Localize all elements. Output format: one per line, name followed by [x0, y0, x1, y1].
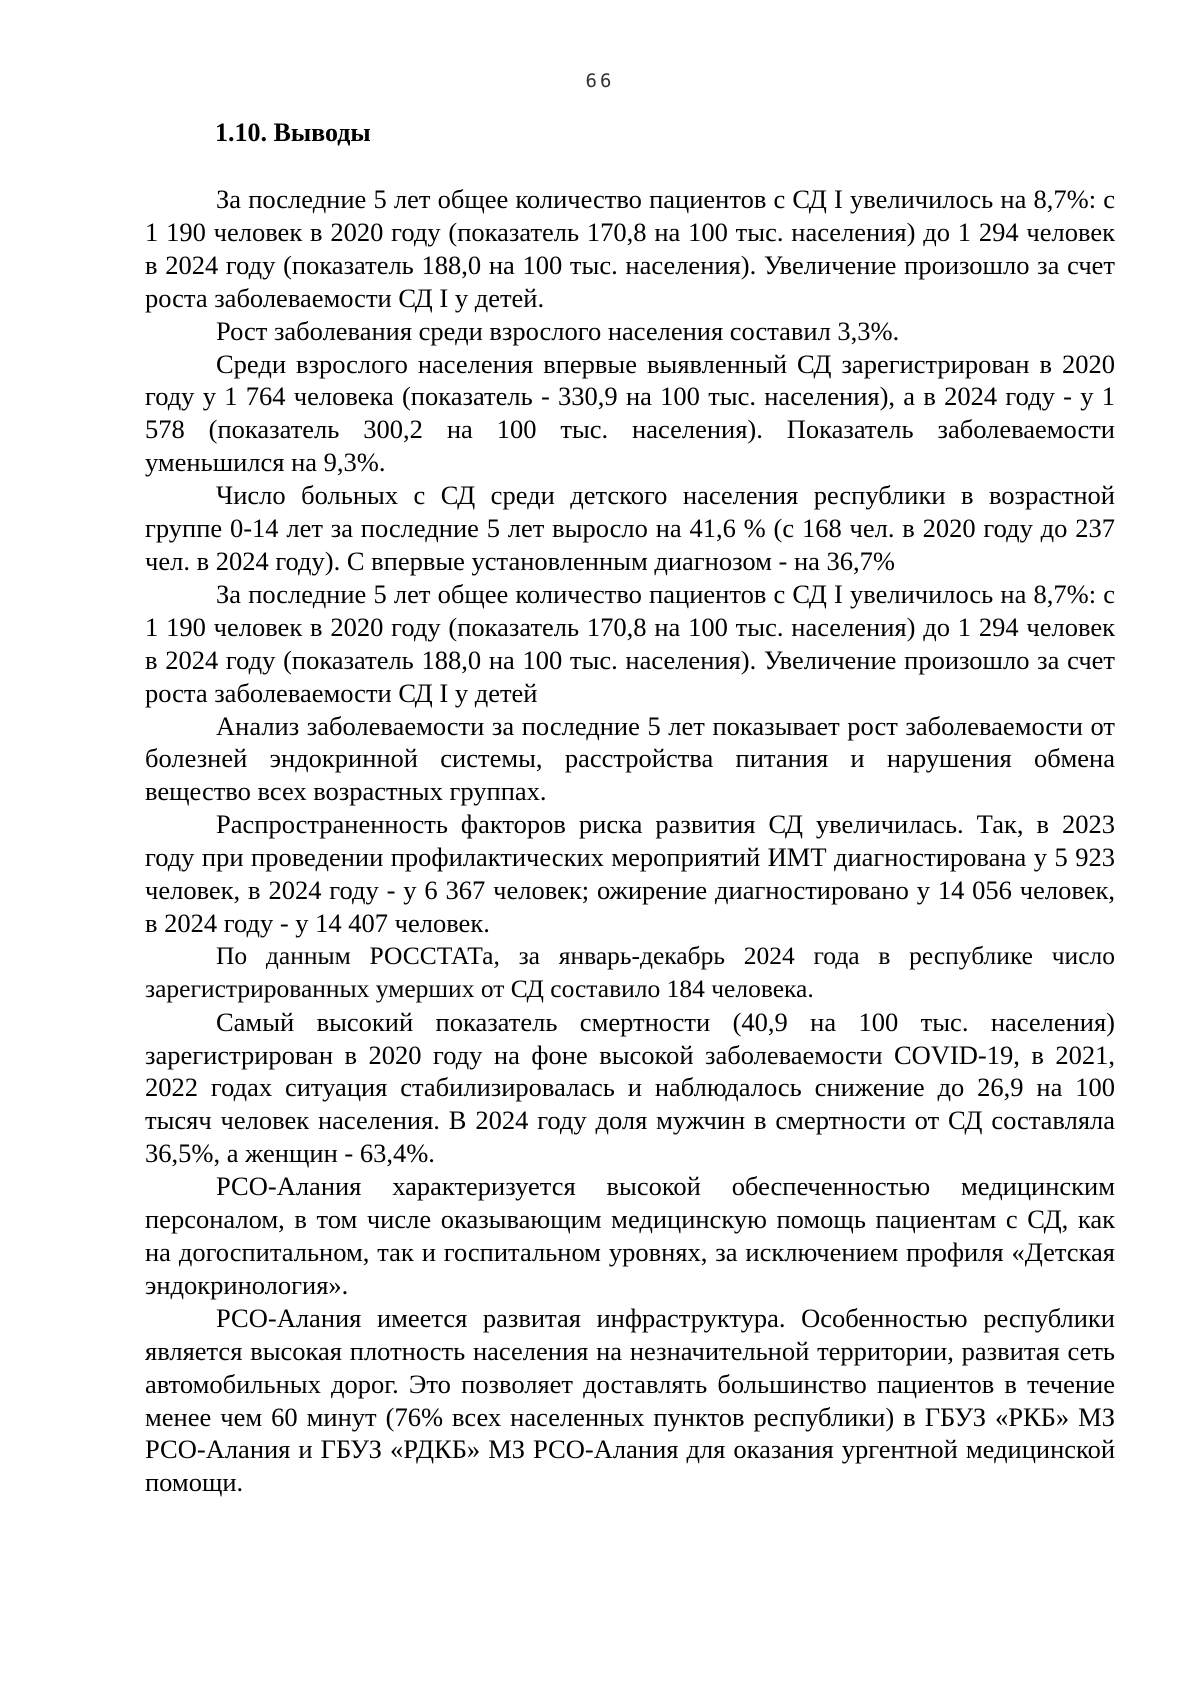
paragraph-risk-factors: Распространенность факторов риска развития СД увеличилась. Так, в 2023 году при проведении профилактических мероприятий ИМТ диагностирована у 5 923 человек, в 2024 году - у 6 367 человек; ожирение диагностировано у 14 056 человек, в 2024 году - у 14 407 человек.: [145, 809, 1115, 938]
paragraph-rosstat-deaths: По данным РОССТАТа, за январь-декабрь 2024 года в республике число зарегистрированных умерших от СД составило 184 человека.: [145, 940, 1115, 1003]
paragraph-adult-new-cases: Среди взрослого населения впервые выявленный СД зарегистрирован в 2020 году у 1 764 человека (показатель - 330,9 на 100 тыс. населения), а в 2024 году - у 1 578 (показатель 300,2 на 100 тыс. населения). Показатель заболеваемости уменьшился на 9,3%.: [145, 348, 1115, 478]
section-heading: 1.10. Выводы: [215, 118, 371, 147]
paragraph-children-cases: Число больных с СД среди детского населения республики в возрастной группе 0-14 лет за последние 5 лет выросло на 41,6 % (с 168 чел. в 2020 году до 237 чел. в 2024 году). С впервые установленным диагнозом - на 36,7%: [145, 480, 1115, 576]
paragraph-staffing: РСО-Алания характеризуется высокой обеспеченностью медицинским персоналом, в том числе оказывающим медицинскую помощь пациентам с СД, как на догоспитальном, так и госпитальном уровнях, за исключением профиля «Детская эндокринология».: [145, 1171, 1115, 1300]
paragraph-adult-growth: Рост заболевания среди взрослого населения составил 3,3%.: [216, 315, 900, 346]
page-number: 66: [585, 70, 615, 92]
paragraph-type1-diabetes-repeat: За последние 5 лет общее количество пациентов с СД I увеличилось на 8,7%: с 1 190 человек в 2020 году (показатель 170,8 на 100 тыс. населения) до 1 294 человек в 2024 году (показатель 188,0 на 100 тыс. населения). Увеличение произошло за счет роста заболеваемости СД I у детей: [145, 578, 1115, 708]
document-body: [145, 183, 1115, 1499]
paragraph-type1-diabetes-growth: За последние 5 лет общее количество пациентов с СД I увеличилось на 8,7%: с 1 190 человек в 2020 году (показатель 170,8 на 100 тыс. населения) до 1 294 человек в 2024 году (показатель 188,0 на 100 тыс. населения). Увеличение произошло за счет роста заболеваемости СД I у детей.: [145, 184, 1115, 313]
paragraph-infrastructure: РСО-Алания имеется развитая инфраструктура. Особенностью республики является высокая плотность населения на незначительной территории, развитая сеть автомобильных дорог. Это позволяет доставлять большинство пациентов в течение менее чем 60 минут (76% всех населенных пунктов республики) в ГБУЗ «РКБ» МЗ РСО-Алания и ГБУЗ «РДКБ» МЗ РСО-Алания для оказания ургентной медицинской помощи.: [145, 1302, 1115, 1498]
paragraph-mortality: Самый высокий показатель смертности (40,9 на 100 тыс. населения) зарегистрирован в 2020 году на фоне высокой заболеваемости COVID-19, в 2021, 2022 годах ситуация стабилизировалась и наблюдалось снижение до 26,9 на 100 тысяч человек населения. В 2024 году доля мужчин в смертности от СД составляла 36,5%, а женщин - 63,4%.: [145, 1006, 1115, 1169]
paragraph-endocrine-analysis: Анализ заболеваемости за последние 5 лет показывает рост заболеваемости от болезней эндокринной системы, расстройства питания и нарушения обмена вещество всех возрастных группах.: [145, 710, 1115, 807]
